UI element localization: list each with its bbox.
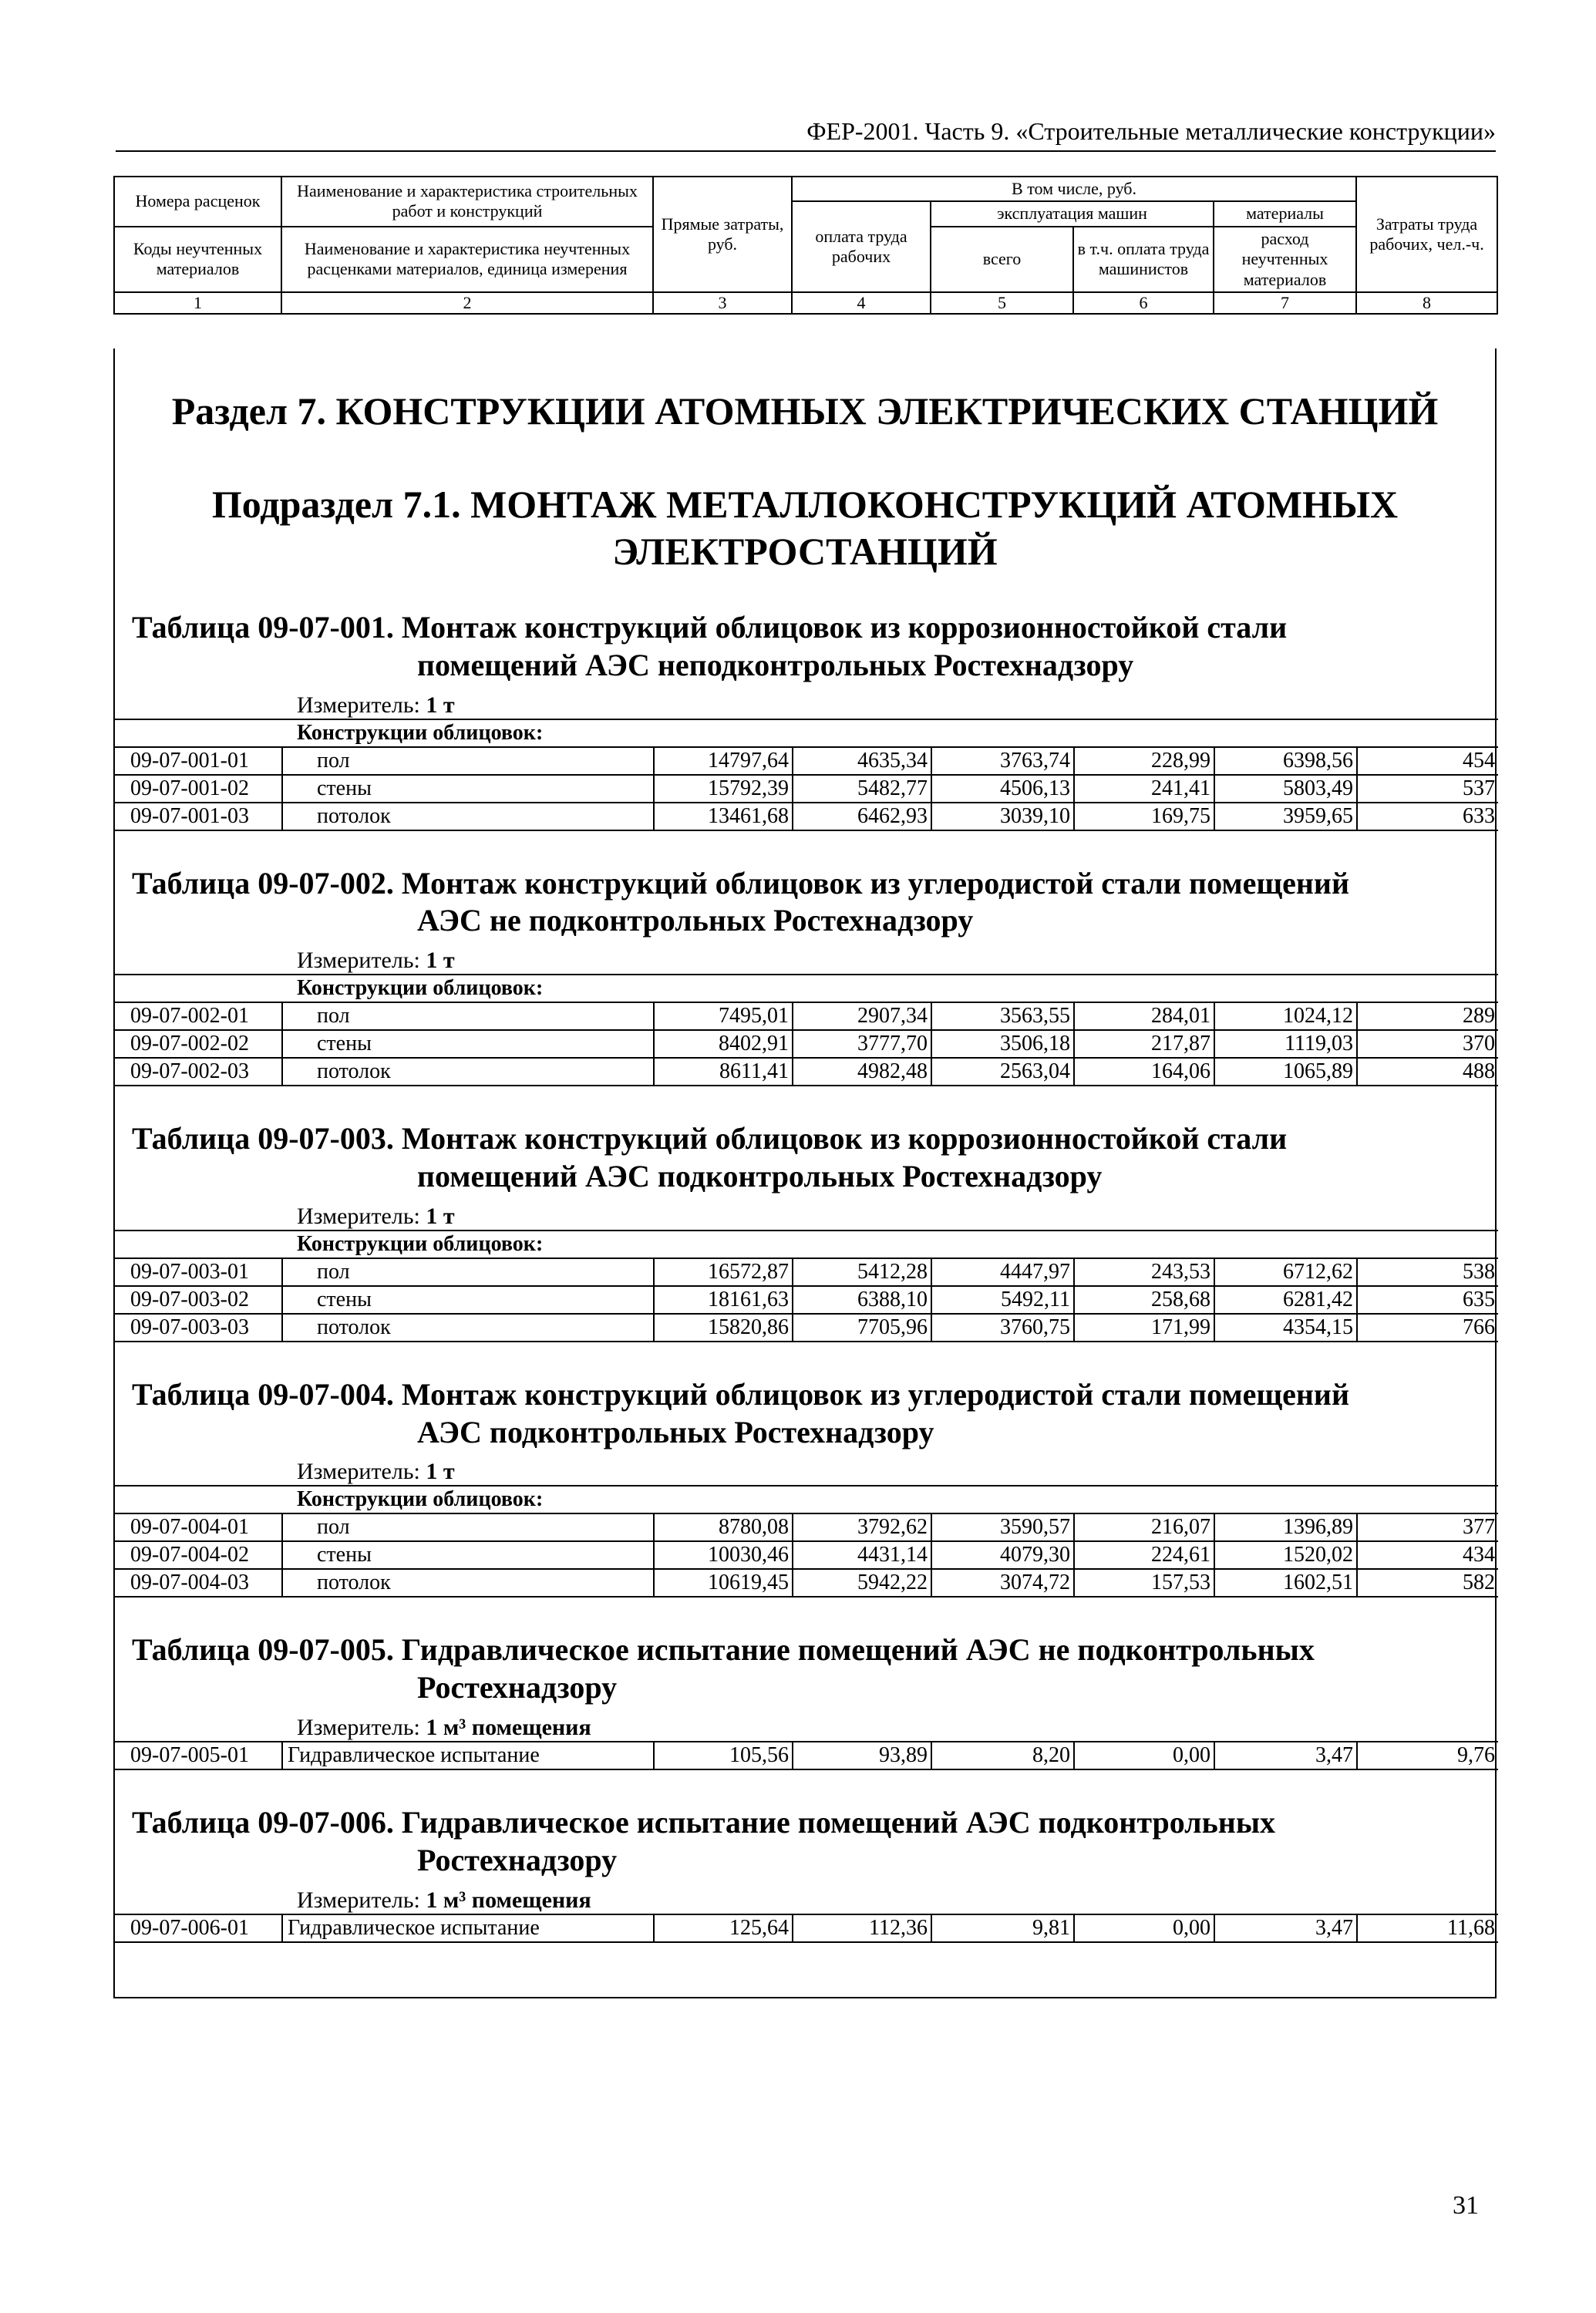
rate-table: [115, 974, 1498, 1086]
table-title: [115, 1120, 1495, 1196]
rate-code: 09-07-004-02: [115, 1541, 282, 1569]
measurement-unit-label: Измеритель:: [297, 948, 420, 974]
table-row: [115, 1030, 1498, 1058]
cost-value: 2563,04: [931, 1058, 1074, 1086]
cost-value: 3590,57: [931, 1513, 1074, 1541]
work-name: стены: [282, 775, 654, 803]
rate-table-block: [115, 1376, 1495, 1598]
table-title: [115, 1376, 1495, 1452]
page-number: 31: [1453, 2191, 1479, 2220]
cost-value: 582: [1357, 1569, 1498, 1597]
content-frame: [113, 348, 1497, 1998]
cost-value: 228,99: [1074, 747, 1214, 775]
header-num: 3: [653, 292, 792, 314]
cost-value: 3792,62: [793, 1513, 931, 1541]
table-title-line-1: Таблица 09-07-006. Гидравлическое испытание помещений АЭС подконтрольных: [132, 1804, 1276, 1840]
header-num: 6: [1073, 292, 1214, 314]
table-title-line-1: Таблица 09-07-001. Монтаж конструкций облицовок из коррозионностойкой стали: [132, 610, 1288, 645]
cost-value: 243,53: [1074, 1258, 1214, 1286]
table-title-line-2: помещений АЭС неподконтрольных Ростехнадзору: [417, 647, 1134, 682]
work-name: пол: [282, 1002, 654, 1030]
cost-value: 169,75: [1074, 803, 1214, 830]
header-materials: материалы: [1214, 201, 1356, 226]
header-c4: оплата труда рабочих: [792, 201, 931, 292]
subsection-title: [115, 481, 1495, 575]
cost-value: 6388,10: [793, 1286, 931, 1314]
table-row: [115, 775, 1498, 803]
rate-table: [115, 1230, 1498, 1342]
cost-value: 10619,45: [654, 1569, 793, 1597]
work-name: Гидравлическое испытание: [282, 1914, 654, 1942]
table-row: [115, 1002, 1498, 1030]
cost-value: 5492,11: [931, 1286, 1074, 1314]
cost-value: 125,64: [654, 1914, 793, 1942]
rate-code: 09-07-003-03: [115, 1314, 282, 1342]
work-name: потолок: [282, 803, 654, 830]
cost-value: 370: [1357, 1030, 1498, 1058]
cost-value: 224,61: [1074, 1541, 1214, 1569]
table-row: [115, 1742, 1498, 1769]
rate-table: [115, 1741, 1498, 1770]
table-title: [115, 865, 1495, 941]
header-group: В том числе, руб.: [792, 177, 1356, 201]
cost-value: 3959,65: [1214, 803, 1357, 830]
cost-value: 0,00: [1074, 1742, 1214, 1769]
group-heading: Конструкции облицовок:: [115, 1231, 1498, 1258]
rate-code: 09-07-001-03: [115, 803, 282, 830]
cost-value: 16572,87: [654, 1258, 793, 1286]
group-row: [115, 719, 1498, 747]
cost-value: 4354,15: [1214, 1314, 1357, 1342]
cost-value: 289: [1357, 1002, 1498, 1030]
table-title-line-1: Таблица 09-07-005. Гидравлическое испытание помещений АЭС не подконтрольных: [132, 1632, 1315, 1668]
measurement-unit: [115, 1204, 1495, 1230]
cost-value: 1024,12: [1214, 1002, 1357, 1030]
cost-value: 5942,22: [793, 1569, 931, 1597]
rate-table: [115, 1485, 1498, 1598]
cost-value: 537: [1357, 775, 1498, 803]
cost-value: 93,89: [793, 1742, 931, 1769]
work-name: стены: [282, 1286, 654, 1314]
rate-table: [115, 1914, 1498, 1943]
table-row: [115, 747, 1498, 775]
header-c1-top: Номера расценок: [114, 177, 281, 227]
cost-value: 164,06: [1074, 1058, 1214, 1086]
cost-value: 5803,49: [1214, 775, 1357, 803]
rate-code: 09-07-001-02: [115, 775, 282, 803]
table-title: [115, 609, 1495, 685]
subsection-title-line-2: ЭЛЕКТРОСТАНЦИЙ: [612, 530, 998, 573]
header-c2-top: Наименование и характеристика строительных работ и конструкций: [281, 177, 653, 227]
cost-value: 3760,75: [931, 1314, 1074, 1342]
cost-value: 6712,62: [1214, 1258, 1357, 1286]
rate-table-block: [115, 1120, 1495, 1342]
work-name: стены: [282, 1030, 654, 1058]
group-heading: Конструкции облицовок:: [115, 719, 1498, 747]
cost-value: 635: [1357, 1286, 1498, 1314]
cost-value: 1396,89: [1214, 1513, 1357, 1541]
group-row: [115, 975, 1498, 1002]
group-heading: Конструкции облицовок:: [115, 1486, 1498, 1513]
rate-table-block: [115, 865, 1495, 1087]
cost-value: 3,47: [1214, 1914, 1357, 1942]
cost-value: 4447,97: [931, 1258, 1074, 1286]
cost-value: 15820,86: [654, 1314, 793, 1342]
cost-value: 258,68: [1074, 1286, 1214, 1314]
table-title: [115, 1631, 1495, 1707]
cost-value: 766: [1357, 1314, 1498, 1342]
cost-value: 6281,42: [1214, 1286, 1357, 1314]
header-c8: Затраты труда рабочих, чел.-ч.: [1356, 177, 1497, 292]
cost-value: 9,81: [931, 1914, 1074, 1942]
table-title-line-2: АЭС не подконтрольных Ростехнадзору: [417, 903, 974, 938]
cost-value: 11,68: [1357, 1914, 1498, 1942]
header-num: 8: [1356, 292, 1497, 314]
header-num: 4: [792, 292, 931, 314]
work-name: потолок: [282, 1314, 654, 1342]
rate-code: 09-07-002-02: [115, 1030, 282, 1058]
section-title: Раздел 7. КОНСТРУКЦИИ АТОМНЫХ ЭЛЕКТРИЧЕСКИХ СТАНЦИЙ: [171, 389, 1439, 433]
cost-value: 4635,34: [793, 747, 931, 775]
cost-value: 4506,13: [931, 775, 1074, 803]
cost-value: 3074,72: [931, 1569, 1074, 1597]
cost-value: 7495,01: [654, 1002, 793, 1030]
table-row: [115, 1513, 1498, 1541]
table-title-line-1: Таблица 09-07-002. Монтаж конструкций облицовок из углеродистой стали помещений: [132, 865, 1349, 901]
cost-value: 15792,39: [654, 775, 793, 803]
subsection-title-line-1: Подраздел 7.1. МОНТАЖ МЕТАЛЛОКОНСТРУКЦИЙ АТОМНЫХ: [211, 483, 1399, 526]
group-heading: Конструкции облицовок:: [115, 975, 1498, 1002]
table-row: [115, 1258, 1498, 1286]
cost-value: 1602,51: [1214, 1569, 1357, 1597]
work-name: пол: [282, 747, 654, 775]
rate-code: 09-07-001-01: [115, 747, 282, 775]
measurement-unit-value: 1 м³ помещения: [426, 1887, 591, 1913]
header-c5: всего: [931, 227, 1073, 292]
cost-value: 9,76: [1357, 1742, 1498, 1769]
rate-table-block: [115, 1631, 1495, 1770]
table-title-line-2: АЭС подконтрольных Ростехнадзору: [417, 1414, 934, 1449]
rate-tables: [115, 609, 1495, 1943]
table-title-line-1: Таблица 09-07-004. Монтаж конструкций облицовок из углеродистой стали помещений: [132, 1376, 1349, 1412]
measurement-unit-label: Измеритель:: [297, 1714, 420, 1740]
measurement-unit-value: 1 т: [426, 692, 455, 718]
cost-value: 434: [1357, 1541, 1498, 1569]
cost-value: 216,07: [1074, 1513, 1214, 1541]
cost-value: 157,53: [1074, 1569, 1214, 1597]
header-num: 5: [931, 292, 1073, 314]
rate-code: 09-07-002-03: [115, 1058, 282, 1086]
table-row: [115, 1914, 1498, 1942]
table-row: [115, 1058, 1498, 1086]
work-name: пол: [282, 1258, 654, 1286]
cost-value: 2907,34: [793, 1002, 931, 1030]
work-name: стены: [282, 1541, 654, 1569]
group-row: [115, 1486, 1498, 1513]
work-name: пол: [282, 1513, 654, 1541]
measurement-unit-value: 1 т: [426, 948, 455, 974]
cost-value: 10030,46: [654, 1541, 793, 1569]
measurement-unit-value: 1 т: [426, 1459, 455, 1485]
cost-value: 1065,89: [1214, 1058, 1357, 1086]
table-row: [115, 1569, 1498, 1597]
work-name: потолок: [282, 1058, 654, 1086]
column-header-table: [113, 176, 1498, 315]
header-c2-bottom: Наименование и характеристика неучтенных расценками материалов, единица измерения: [281, 227, 653, 292]
header-num: 2: [281, 292, 653, 314]
cost-value: 4431,14: [793, 1541, 931, 1569]
header-c6: в т.ч. оплата труда машинистов: [1073, 227, 1214, 292]
cost-value: 5482,77: [793, 775, 931, 803]
measurement-unit: [115, 1887, 1495, 1914]
measurement-unit: [115, 948, 1495, 974]
table-row: [115, 1541, 1498, 1569]
cost-value: 8611,41: [654, 1058, 793, 1086]
cost-value: 6398,56: [1214, 747, 1357, 775]
rate-code: 09-07-004-03: [115, 1569, 282, 1597]
measurement-unit-value: 1 м³ помещения: [426, 1714, 591, 1740]
group-row: [115, 1231, 1498, 1258]
cost-value: 4079,30: [931, 1541, 1074, 1569]
cost-value: 3777,70: [793, 1030, 931, 1058]
cost-value: 13461,68: [654, 803, 793, 830]
table-row: [115, 1286, 1498, 1314]
header-num: 1: [114, 292, 281, 314]
measurement-unit: [115, 692, 1495, 719]
rate-code: 09-07-003-02: [115, 1286, 282, 1314]
header-c1-bottom: Коды неучтенных материалов: [114, 227, 281, 292]
work-name: потолок: [282, 1569, 654, 1597]
cost-value: 14797,64: [654, 747, 793, 775]
cost-value: 0,00: [1074, 1914, 1214, 1942]
rate-code: 09-07-003-01: [115, 1258, 282, 1286]
cost-value: 284,01: [1074, 1002, 1214, 1030]
header-num: 7: [1214, 292, 1356, 314]
measurement-unit-label: Измеритель:: [297, 1203, 420, 1229]
rate-table-block: [115, 609, 1495, 831]
measurement-unit-label: Измеритель:: [297, 1459, 420, 1485]
cost-value: 3563,55: [931, 1002, 1074, 1030]
table-row: [115, 1314, 1498, 1342]
cost-value: 217,87: [1074, 1030, 1214, 1058]
cost-value: 241,41: [1074, 775, 1214, 803]
cost-value: 1520,02: [1214, 1541, 1357, 1569]
table-title-line-1: Таблица 09-07-003. Монтаж конструкций облицовок из коррозионностойкой стали: [132, 1121, 1288, 1156]
rate-code: 09-07-006-01: [115, 1914, 282, 1942]
table-row: [115, 803, 1498, 830]
cost-value: 18161,63: [654, 1286, 793, 1314]
cost-value: 8780,08: [654, 1513, 793, 1541]
cost-value: 8402,91: [654, 1030, 793, 1058]
work-name: Гидравлическое испытание: [282, 1742, 654, 1769]
rate-table: [115, 719, 1498, 831]
cost-value: 3506,18: [931, 1030, 1074, 1058]
table-title-line-2: помещений АЭС подконтрольных Ростехнадзору: [417, 1158, 1103, 1194]
cost-value: 454: [1357, 747, 1498, 775]
header-number-row: [114, 292, 1497, 314]
measurement-unit-label: Измеритель:: [297, 1887, 420, 1913]
cost-value: 3763,74: [931, 747, 1074, 775]
measurement-unit: [115, 1715, 1495, 1741]
rate-code: 09-07-002-01: [115, 1002, 282, 1030]
table-title-line-2: Ростехнадзору: [417, 1670, 618, 1705]
cost-value: 1119,03: [1214, 1030, 1357, 1058]
cost-value: 105,56: [654, 1742, 793, 1769]
cost-value: 3039,10: [931, 803, 1074, 830]
cost-value: 8,20: [931, 1742, 1074, 1769]
cost-value: 633: [1357, 803, 1498, 830]
cost-value: 538: [1357, 1258, 1498, 1286]
cost-value: 488: [1357, 1058, 1498, 1086]
measurement-unit-value: 1 т: [426, 1203, 455, 1229]
rate-table-block: [115, 1804, 1495, 1943]
measurement-unit-label: Измеритель:: [297, 692, 420, 718]
cost-value: 6462,93: [793, 803, 931, 830]
running-header: ФЕР-2001. Часть 9. «Строительные металлические конструкции»: [116, 117, 1496, 152]
rate-code: 09-07-004-01: [115, 1513, 282, 1541]
cost-value: 377: [1357, 1513, 1498, 1541]
cost-value: 4982,48: [793, 1058, 931, 1086]
cost-value: 3,47: [1214, 1742, 1357, 1769]
header-c3: Прямые затраты, руб.: [653, 177, 792, 292]
measurement-unit: [115, 1459, 1495, 1485]
cost-value: 112,36: [793, 1914, 931, 1942]
cost-value: 5412,28: [793, 1258, 931, 1286]
header-machines: эксплуатация машин: [931, 201, 1214, 226]
table-title-line-2: Ростехнадзору: [417, 1842, 618, 1877]
header-c7: расход неучтенных материалов: [1214, 227, 1356, 292]
rate-code: 09-07-005-01: [115, 1742, 282, 1769]
cost-value: 171,99: [1074, 1314, 1214, 1342]
cost-value: 7705,96: [793, 1314, 931, 1342]
table-title: [115, 1804, 1495, 1880]
